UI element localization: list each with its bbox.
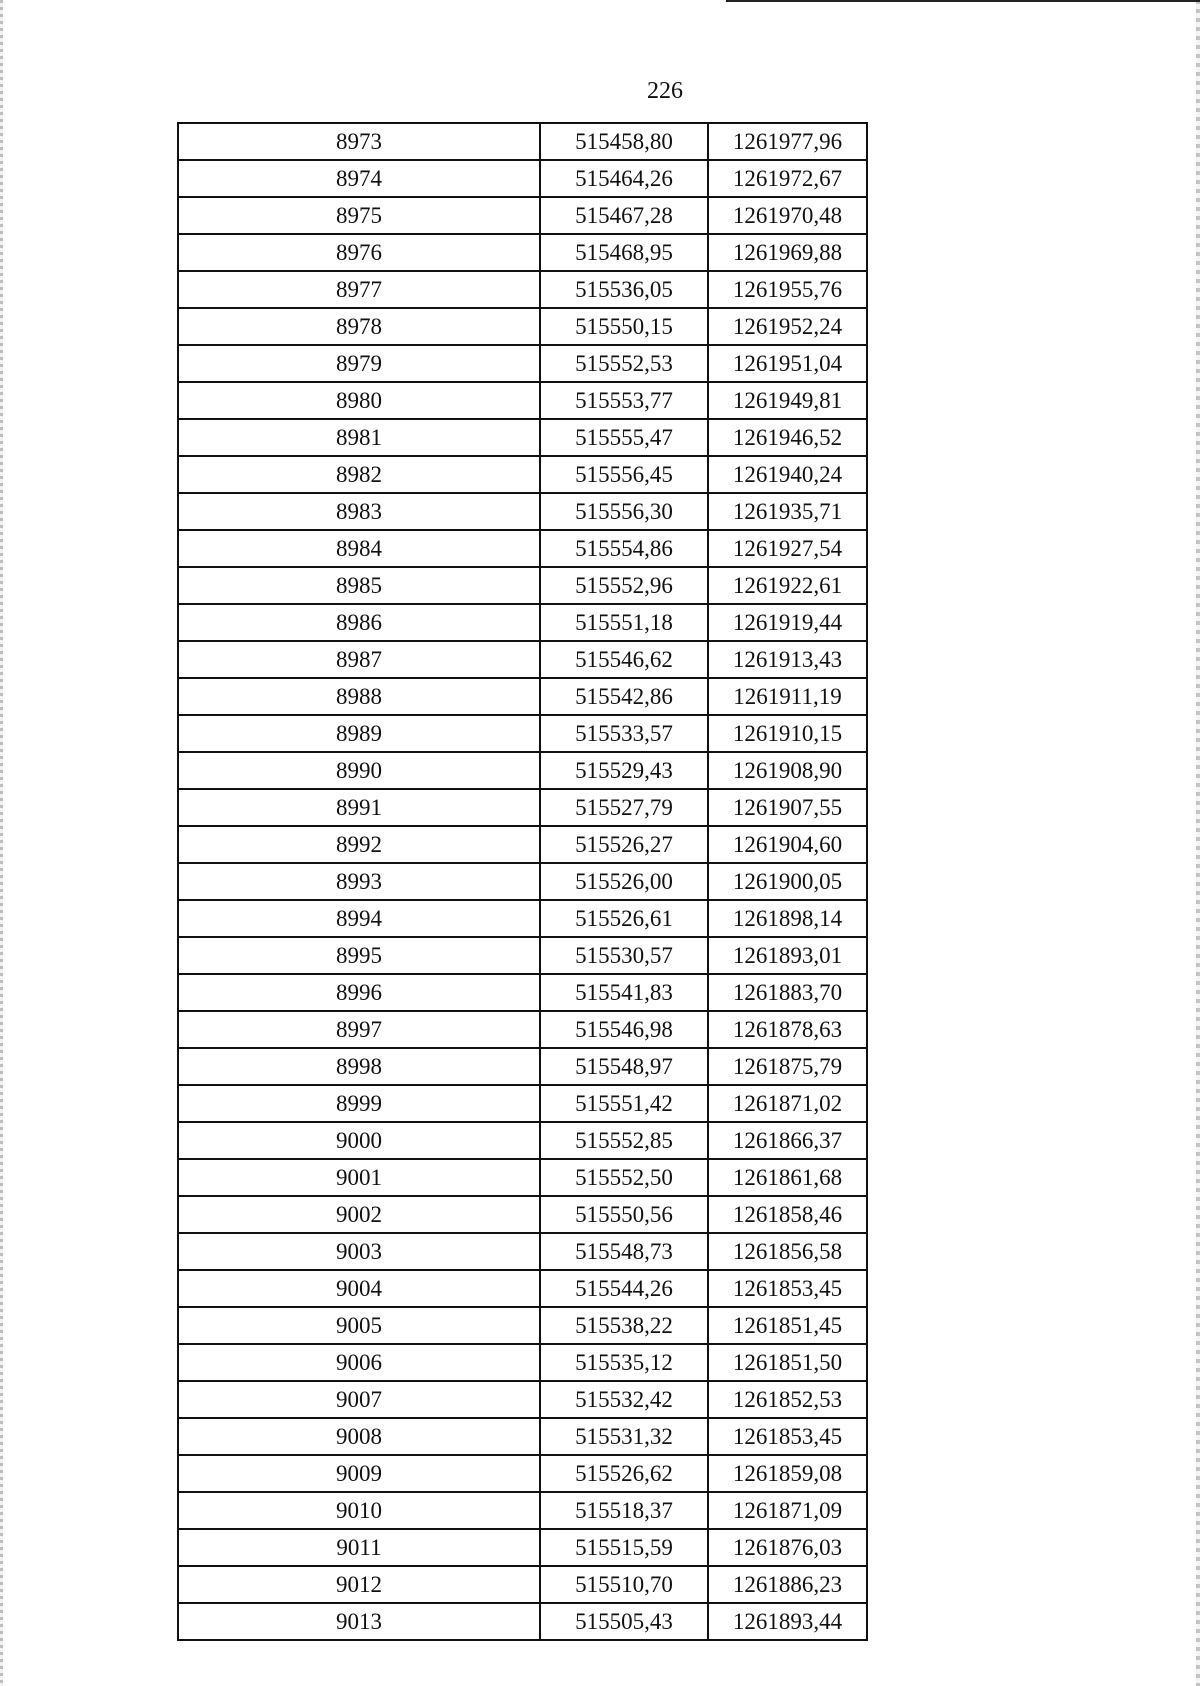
y-coordinate-cell: 1261900,05 — [708, 863, 867, 900]
y-coordinate-cell: 1261951,04 — [708, 345, 867, 382]
point-number-cell: 9007 — [178, 1381, 540, 1418]
x-coordinate-cell: 515529,43 — [540, 752, 708, 789]
y-coordinate-cell: 1261970,48 — [708, 197, 867, 234]
point-number-cell: 8984 — [178, 530, 540, 567]
y-coordinate-cell: 1261893,44 — [708, 1603, 867, 1640]
x-coordinate-cell: 515526,27 — [540, 826, 708, 863]
table-row — [178, 937, 867, 974]
x-coordinate-cell: 515554,86 — [540, 530, 708, 567]
y-coordinate-cell: 1261904,60 — [708, 826, 867, 863]
x-coordinate-cell: 515535,12 — [540, 1344, 708, 1381]
x-coordinate-cell: 515527,79 — [540, 789, 708, 826]
y-coordinate-cell: 1261853,45 — [708, 1270, 867, 1307]
x-coordinate-cell: 515546,98 — [540, 1011, 708, 1048]
table-row — [178, 271, 867, 308]
table-row — [178, 752, 867, 789]
x-coordinate-cell: 515468,95 — [540, 234, 708, 271]
x-coordinate-cell: 515510,70 — [540, 1566, 708, 1603]
point-number-cell: 9003 — [178, 1233, 540, 1270]
point-number-cell: 9006 — [178, 1344, 540, 1381]
point-number-cell: 9012 — [178, 1566, 540, 1603]
y-coordinate-cell: 1261858,46 — [708, 1196, 867, 1233]
y-coordinate-cell: 1261851,45 — [708, 1307, 867, 1344]
x-coordinate-cell: 515552,96 — [540, 567, 708, 604]
x-coordinate-cell: 515551,18 — [540, 604, 708, 641]
table-row — [178, 1455, 867, 1492]
point-number-cell: 8978 — [178, 308, 540, 345]
y-coordinate-cell: 1261875,79 — [708, 1048, 867, 1085]
table-row — [178, 1196, 867, 1233]
point-number-cell: 8995 — [178, 937, 540, 974]
table-row — [178, 715, 867, 752]
table-row — [178, 1566, 867, 1603]
table-row — [178, 419, 867, 456]
x-coordinate-cell: 515548,97 — [540, 1048, 708, 1085]
point-number-cell: 8982 — [178, 456, 540, 493]
table-row — [178, 826, 867, 863]
y-coordinate-cell: 1261852,53 — [708, 1381, 867, 1418]
table-row — [178, 1048, 867, 1085]
point-number-cell: 8986 — [178, 604, 540, 641]
x-coordinate-cell: 515467,28 — [540, 197, 708, 234]
x-coordinate-cell: 515531,32 — [540, 1418, 708, 1455]
point-number-cell: 9013 — [178, 1603, 540, 1640]
table-row — [178, 197, 867, 234]
y-coordinate-cell: 1261972,67 — [708, 160, 867, 197]
point-number-cell: 8981 — [178, 419, 540, 456]
x-coordinate-cell: 515548,73 — [540, 1233, 708, 1270]
table-row — [178, 1122, 867, 1159]
x-coordinate-cell: 515530,57 — [540, 937, 708, 974]
coordinates-table-body — [178, 123, 867, 1640]
y-coordinate-cell: 1261935,71 — [708, 493, 867, 530]
x-coordinate-cell: 515538,22 — [540, 1307, 708, 1344]
point-number-cell: 8973 — [178, 123, 540, 160]
table-row — [178, 1603, 867, 1640]
x-coordinate-cell: 515551,42 — [540, 1085, 708, 1122]
y-coordinate-cell: 1261913,43 — [708, 641, 867, 678]
table-row — [178, 567, 867, 604]
y-coordinate-cell: 1261871,09 — [708, 1492, 867, 1529]
table-row — [178, 456, 867, 493]
x-coordinate-cell: 515532,42 — [540, 1381, 708, 1418]
y-coordinate-cell: 1261883,70 — [708, 974, 867, 1011]
x-coordinate-cell: 515550,15 — [540, 308, 708, 345]
y-coordinate-cell: 1261859,08 — [708, 1455, 867, 1492]
y-coordinate-cell: 1261861,68 — [708, 1159, 867, 1196]
y-coordinate-cell: 1261876,03 — [708, 1529, 867, 1566]
point-number-cell: 9010 — [178, 1492, 540, 1529]
point-number-cell: 8992 — [178, 826, 540, 863]
y-coordinate-cell: 1261969,88 — [708, 234, 867, 271]
y-coordinate-cell: 1261866,37 — [708, 1122, 867, 1159]
x-coordinate-cell: 515515,59 — [540, 1529, 708, 1566]
x-coordinate-cell: 515555,47 — [540, 419, 708, 456]
table-row — [178, 234, 867, 271]
table-row — [178, 1159, 867, 1196]
point-number-cell: 8989 — [178, 715, 540, 752]
table-row — [178, 382, 867, 419]
point-number-cell: 9000 — [178, 1122, 540, 1159]
point-number-cell: 8996 — [178, 974, 540, 1011]
x-coordinate-cell: 515505,43 — [540, 1603, 708, 1640]
table-row — [178, 123, 867, 160]
scan-edge-top — [726, 0, 1200, 2]
table-row — [178, 863, 867, 900]
point-number-cell: 8975 — [178, 197, 540, 234]
y-coordinate-cell: 1261853,45 — [708, 1418, 867, 1455]
table-row — [178, 678, 867, 715]
x-coordinate-cell: 515526,62 — [540, 1455, 708, 1492]
y-coordinate-cell: 1261919,44 — [708, 604, 867, 641]
table-row — [178, 345, 867, 382]
point-number-cell: 8985 — [178, 567, 540, 604]
table-row — [178, 900, 867, 937]
point-number-cell: 8999 — [178, 1085, 540, 1122]
table-row — [178, 1344, 867, 1381]
table-row — [178, 974, 867, 1011]
table-row — [178, 1233, 867, 1270]
y-coordinate-cell: 1261898,14 — [708, 900, 867, 937]
table-row — [178, 1307, 867, 1344]
y-coordinate-cell: 1261907,55 — [708, 789, 867, 826]
table-row — [178, 1011, 867, 1048]
y-coordinate-cell: 1261946,52 — [708, 419, 867, 456]
point-number-cell: 8976 — [178, 234, 540, 271]
y-coordinate-cell: 1261977,96 — [708, 123, 867, 160]
x-coordinate-cell: 515556,30 — [540, 493, 708, 530]
point-number-cell: 8997 — [178, 1011, 540, 1048]
x-coordinate-cell: 515556,45 — [540, 456, 708, 493]
x-coordinate-cell: 515536,05 — [540, 271, 708, 308]
point-number-cell: 8991 — [178, 789, 540, 826]
table-row — [178, 1492, 867, 1529]
table-row — [178, 493, 867, 530]
y-coordinate-cell: 1261893,01 — [708, 937, 867, 974]
table-row — [178, 1270, 867, 1307]
table-row — [178, 1529, 867, 1566]
x-coordinate-cell: 515518,37 — [540, 1492, 708, 1529]
table-row — [178, 530, 867, 567]
x-coordinate-cell: 515526,00 — [540, 863, 708, 900]
point-number-cell: 8983 — [178, 493, 540, 530]
point-number-cell: 8990 — [178, 752, 540, 789]
table-row — [178, 604, 867, 641]
point-number-cell: 8980 — [178, 382, 540, 419]
point-number-cell: 8977 — [178, 271, 540, 308]
table-row — [178, 1418, 867, 1455]
table-row — [178, 789, 867, 826]
coordinates-table — [177, 122, 868, 1641]
point-number-cell: 8974 — [178, 160, 540, 197]
y-coordinate-cell: 1261910,15 — [708, 715, 867, 752]
point-number-cell: 9008 — [178, 1418, 540, 1455]
point-number-cell: 9009 — [178, 1455, 540, 1492]
y-coordinate-cell: 1261851,50 — [708, 1344, 867, 1381]
point-number-cell: 8993 — [178, 863, 540, 900]
x-coordinate-cell: 515552,53 — [540, 345, 708, 382]
x-coordinate-cell: 515546,62 — [540, 641, 708, 678]
point-number-cell: 9005 — [178, 1307, 540, 1344]
y-coordinate-cell: 1261952,24 — [708, 308, 867, 345]
scan-edge-right — [1196, 0, 1200, 1686]
x-coordinate-cell: 515541,83 — [540, 974, 708, 1011]
x-coordinate-cell: 515458,80 — [540, 123, 708, 160]
x-coordinate-cell: 515464,26 — [540, 160, 708, 197]
y-coordinate-cell: 1261940,24 — [708, 456, 867, 493]
point-number-cell: 8987 — [178, 641, 540, 678]
y-coordinate-cell: 1261886,23 — [708, 1566, 867, 1603]
y-coordinate-cell: 1261922,61 — [708, 567, 867, 604]
y-coordinate-cell: 1261955,76 — [708, 271, 867, 308]
point-number-cell: 9002 — [178, 1196, 540, 1233]
point-number-cell: 9011 — [178, 1529, 540, 1566]
x-coordinate-cell: 515542,86 — [540, 678, 708, 715]
point-number-cell: 9004 — [178, 1270, 540, 1307]
page-number: 226 — [647, 78, 683, 104]
x-coordinate-cell: 515533,57 — [540, 715, 708, 752]
y-coordinate-cell: 1261856,58 — [708, 1233, 867, 1270]
table-row — [178, 308, 867, 345]
point-number-cell: 9001 — [178, 1159, 540, 1196]
point-number-cell: 8988 — [178, 678, 540, 715]
scan-edge-left — [0, 0, 3, 1686]
table-row — [178, 1085, 867, 1122]
table-row — [178, 160, 867, 197]
y-coordinate-cell: 1261911,19 — [708, 678, 867, 715]
y-coordinate-cell: 1261871,02 — [708, 1085, 867, 1122]
table-row — [178, 641, 867, 678]
x-coordinate-cell: 515553,77 — [540, 382, 708, 419]
y-coordinate-cell: 1261908,90 — [708, 752, 867, 789]
y-coordinate-cell: 1261878,63 — [708, 1011, 867, 1048]
y-coordinate-cell: 1261927,54 — [708, 530, 867, 567]
x-coordinate-cell: 515552,50 — [540, 1159, 708, 1196]
point-number-cell: 8994 — [178, 900, 540, 937]
point-number-cell: 8979 — [178, 345, 540, 382]
point-number-cell: 8998 — [178, 1048, 540, 1085]
y-coordinate-cell: 1261949,81 — [708, 382, 867, 419]
x-coordinate-cell: 515552,85 — [540, 1122, 708, 1159]
x-coordinate-cell: 515526,61 — [540, 900, 708, 937]
table-row — [178, 1381, 867, 1418]
x-coordinate-cell: 515544,26 — [540, 1270, 708, 1307]
x-coordinate-cell: 515550,56 — [540, 1196, 708, 1233]
